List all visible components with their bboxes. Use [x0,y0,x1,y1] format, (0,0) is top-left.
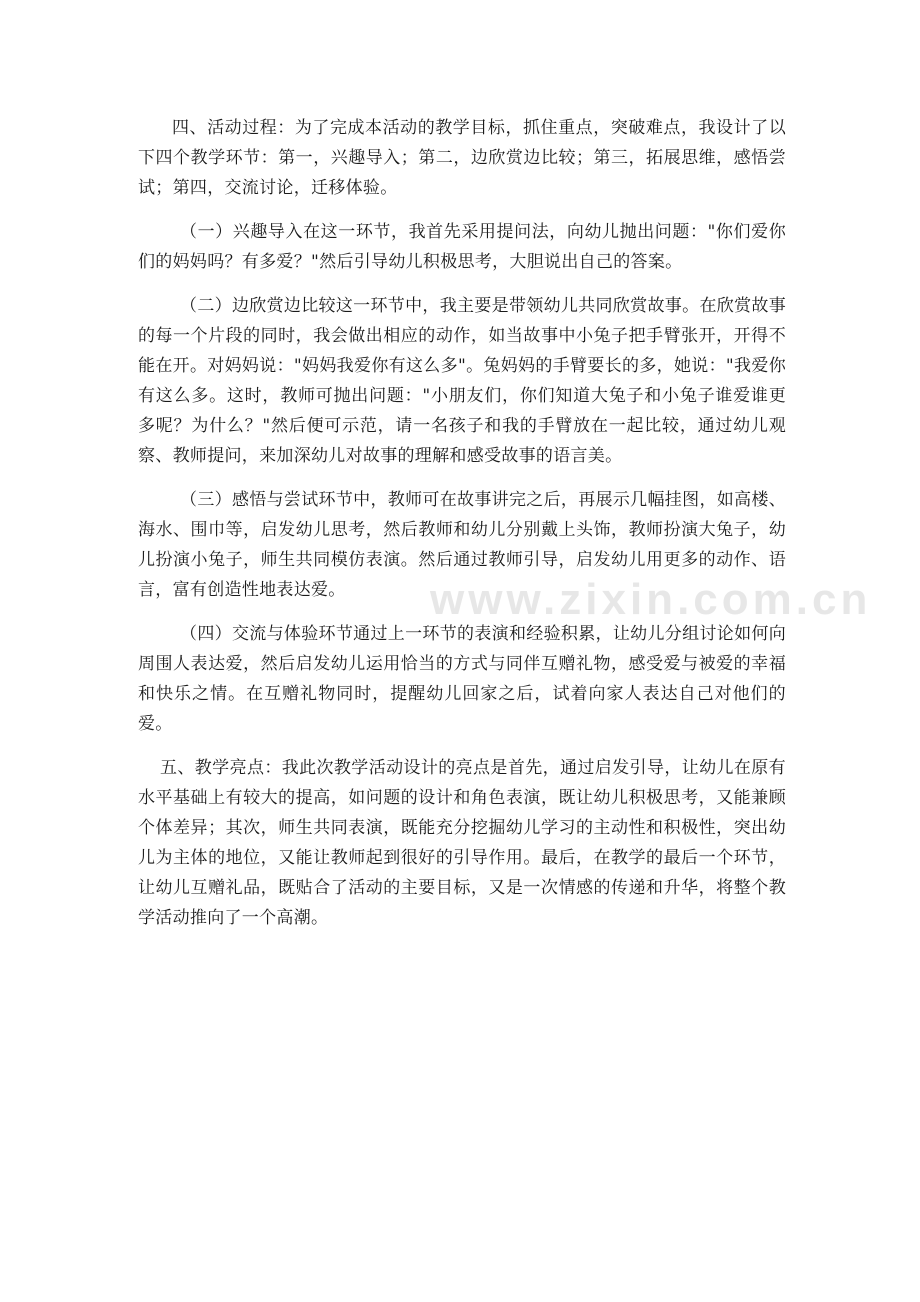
paragraph-step-interest-intro: （一）兴趣导入在这一环节，我首先采用提问法，向幼儿抛出问题："你们爱你们的妈妈吗？有多爱？"然后引导幼儿积极思考，大胆说出自己的答案。 [138,222,786,272]
paragraph-step-communicate-experience: （四）交流与体验环节通过上一环节的表演和经验积累，让幼儿分组讨论如何向周围人表达爱，然后启发幼儿运用恰当的方式与同伴互赠礼物，感受爱与被爱的幸福和快乐之情。在互赠礼物同时，提醒幼儿回家之后，试着向家人表达自己对他们的爱。 [138,624,786,734]
paragraph-activity-process: 四、活动过程：为了完成本活动的教学目标，抓住重点，突破难点，我设计了以下四个教学环节：第一，兴趣导入；第二，边欣赏边比较；第三，拓展思维，感悟尝试；第四，交流讨论，迁移体验。 [138,118,786,198]
paragraph-teaching-highlights: 五、教学亮点：我此次教学活动设计的亮点是首先，通过启发引导，让幼儿在原有水平基础上有较大的提高，如问题的设计和角色表演，既让幼儿积极思考，又能兼顾个体差异；其次，师生共同表演，既能充分挖掘幼儿学习的主动性和积极性，突出幼儿为主体的地位，又能让教师起到很好的引导作用。最后，在教学的最后一个环节，让幼儿互赠礼品，既贴合了活动的主要目标，又是一次情感的传递和升华，将整个教学活动推向了一个高潮。 [138,758,786,928]
paragraph-step-perceive-try: （三）感悟与尝试环节中，教师可在故事讲完之后，再展示几幅挂图，如高楼、海水、围巾等，启发幼儿思考，然后教师和幼儿分别戴上头饰，教师扮演大兔子，幼儿扮演小兔子，师生共同模仿表演。然后通过教师引导，启发幼儿用更多的动作、语言，富有创造性地表达爱。 [138,490,786,600]
watermark-logo: www.zixin.com.cn [430,575,872,624]
document-body [138,113,786,947]
paragraph-step-appreciate-compare: （二）边欣赏边比较这一环节中，我主要是带领幼儿共同欣赏故事。在欣赏故事的每一个片段的同时，我会做出相应的动作，如当故事中小兔子把手臂张开，开得不能在开。对妈妈说："妈妈我爱你有这么多"。兔妈妈的手臂要长的多，她说："我爱你有这么多。这时，教师可抛出问题："小朋友们，你们知道大兔子和小兔子谁爱谁更多呢？为什么？"然后便可示范，请一名孩子和我的手臂放在一起比较，通过幼儿观察、教师提问，来加深幼儿对故事的理解和感受故事的语言美。 [138,296,786,466]
